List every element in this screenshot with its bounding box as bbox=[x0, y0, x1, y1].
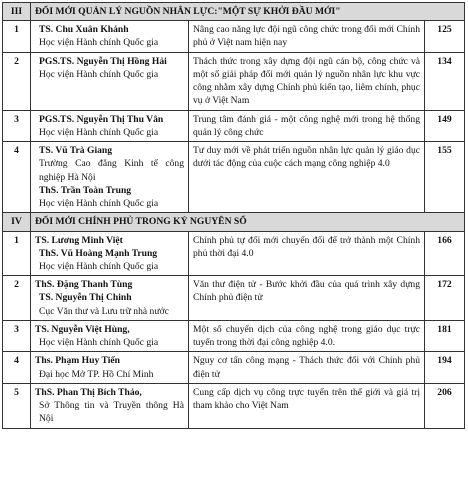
entry-page-number: 134 bbox=[425, 52, 465, 110]
section-header-row bbox=[3, 213, 465, 231]
entry-number: 4 bbox=[3, 142, 31, 213]
entry-number: 1 bbox=[3, 21, 31, 52]
entry-number: 2 bbox=[3, 52, 31, 110]
author-name: PGS.TS. Nguyễn Thị Hồng Hải bbox=[39, 55, 167, 67]
author-name: PGS.TS. Nguyễn Thị Thu Vân bbox=[39, 113, 164, 125]
author-name: TS. Nguyễn Thị Chinh bbox=[39, 292, 132, 304]
entry-title: Cung cấp dịch vụ công trực tuyến trên thế giới và giá trị tham khảo cho Việt Nam bbox=[189, 383, 425, 428]
entry-number: 3 bbox=[3, 110, 31, 141]
table-row bbox=[3, 352, 465, 383]
author-affiliation: Học viện Hành chính Quốc gia bbox=[39, 198, 159, 210]
author-name: ThS. Phan Thị Bích Thảo, bbox=[35, 386, 142, 398]
entry-authors bbox=[31, 142, 189, 213]
entry-page-number: 206 bbox=[425, 383, 465, 428]
author-affiliation: Học viện Hành chính Quốc gia bbox=[39, 260, 159, 272]
table-row bbox=[3, 231, 465, 276]
entry-page-number: 155 bbox=[425, 142, 465, 213]
entry-title: Tư duy mới về phát triển nguồn nhân lực quản lý giáo dục dưới tác động của cuộc cách mạng công nghiệp 4.0 bbox=[189, 142, 425, 213]
author-name: Ths. Phạm Huy Tiến bbox=[35, 355, 120, 367]
table-row bbox=[3, 21, 465, 52]
entry-authors bbox=[31, 21, 189, 52]
entry-page-number: 166 bbox=[425, 231, 465, 276]
entry-title: Chính phủ tự đổi mới chuyển đổi để trở thành một Chính phủ thời đại 4.0 bbox=[189, 231, 425, 276]
entry-page-number: 125 bbox=[425, 21, 465, 52]
entry-title: Trung tâm đánh giá - một công nghệ mới trong hệ thống quản lý công chức bbox=[189, 110, 425, 141]
author-name: TS. Lương Minh Việt bbox=[35, 234, 123, 246]
entry-number: 3 bbox=[3, 320, 31, 351]
table-row bbox=[3, 110, 465, 141]
entry-authors bbox=[31, 110, 189, 141]
entry-title: Nguy cơ tấn công mạng - Thách thức đối với Chính phủ điện tử bbox=[189, 352, 425, 383]
table-row bbox=[3, 320, 465, 351]
author-name: TS. Chu Xuân Khánh bbox=[39, 24, 129, 36]
entry-authors bbox=[31, 383, 189, 428]
author-affiliation: Đại học Mở TP. Hồ Chí Minh bbox=[39, 368, 154, 380]
section-number: III bbox=[3, 3, 31, 21]
entry-title: Nâng cao năng lực đội ngũ công chức trong đổi mới Chính phủ ở Việt nam hiện nay bbox=[189, 21, 425, 52]
table-of-contents bbox=[2, 2, 465, 429]
entry-page-number: 149 bbox=[425, 110, 465, 141]
author-name: ThS. Đặng Thanh Tùng bbox=[35, 279, 133, 291]
entry-number: 4 bbox=[3, 352, 31, 383]
author-affiliation: Sở Thông tin và Truyền thông Hà Nội bbox=[39, 400, 184, 425]
author-affiliation: Học viện Hành chính Quốc gia bbox=[39, 68, 159, 80]
entry-title: Thách thức trong xây dựng đội ngũ cán bộ, công chức và một số giải pháp đổi mới quản lý nguồn nhân lực khu vực công nhằm xây dựng Chính phủ kiến tạo, liêm chính, phục vụ ở Việt Nam bbox=[189, 52, 425, 110]
section-header-row bbox=[3, 3, 465, 21]
entry-number: 5 bbox=[3, 383, 31, 428]
section-title: ĐỔI MỚI QUẢN LÝ NGUỒN NHÂN LỰC:"MỘT SỰ KHỞI ĐẦU MỚI" bbox=[31, 3, 465, 21]
table-row bbox=[3, 52, 465, 110]
table-row bbox=[3, 276, 465, 321]
section-title: ĐỔI MỚI CHÍNH PHỦ TRONG KỶ NGUYÊN SỐ bbox=[31, 213, 465, 231]
author-affiliation: Trường Cao đẳng Kinh tế công nghiệp Hà Nội bbox=[39, 158, 184, 183]
entry-authors bbox=[31, 276, 189, 321]
entry-authors bbox=[31, 320, 189, 351]
author-name: ThS. Trần Toàn Trung bbox=[39, 184, 132, 196]
entry-authors bbox=[31, 231, 189, 276]
entry-authors bbox=[31, 52, 189, 110]
entry-page-number: 172 bbox=[425, 276, 465, 321]
entry-number: 1 bbox=[3, 231, 31, 276]
author-affiliation: Học viện Hành chính Quốc gia bbox=[39, 37, 159, 49]
author-name: TS. Nguyễn Việt Hùng, bbox=[35, 323, 130, 335]
entry-title: Một số chuyển dịch của công nghệ trong giáo dục trực tuyến trong thời đại công nghiệp 4.0. bbox=[189, 320, 425, 351]
table-row bbox=[3, 383, 465, 428]
author-affiliation: Cục Văn thư và Lưu trữ nhà nước bbox=[39, 305, 169, 317]
entry-authors bbox=[31, 352, 189, 383]
entry-page-number: 181 bbox=[425, 320, 465, 351]
entry-title: Văn thư điện tử - Bước khởi đầu của quá trình xây dựng Chính phủ điện tử bbox=[189, 276, 425, 321]
entry-number: 2 bbox=[3, 276, 31, 321]
author-affiliation: Học viện Hành chính Quốc gia bbox=[39, 126, 159, 138]
author-affiliation: Học viện Hành chính Quốc gia bbox=[39, 337, 159, 349]
author-name: ThS. Vũ Hoàng Mạnh Trung bbox=[39, 247, 158, 259]
author-name: TS. Vũ Trà Giang bbox=[39, 145, 113, 157]
table-row bbox=[3, 142, 465, 213]
toc-body bbox=[3, 3, 465, 429]
entry-page-number: 194 bbox=[425, 352, 465, 383]
section-number: IV bbox=[3, 213, 31, 231]
